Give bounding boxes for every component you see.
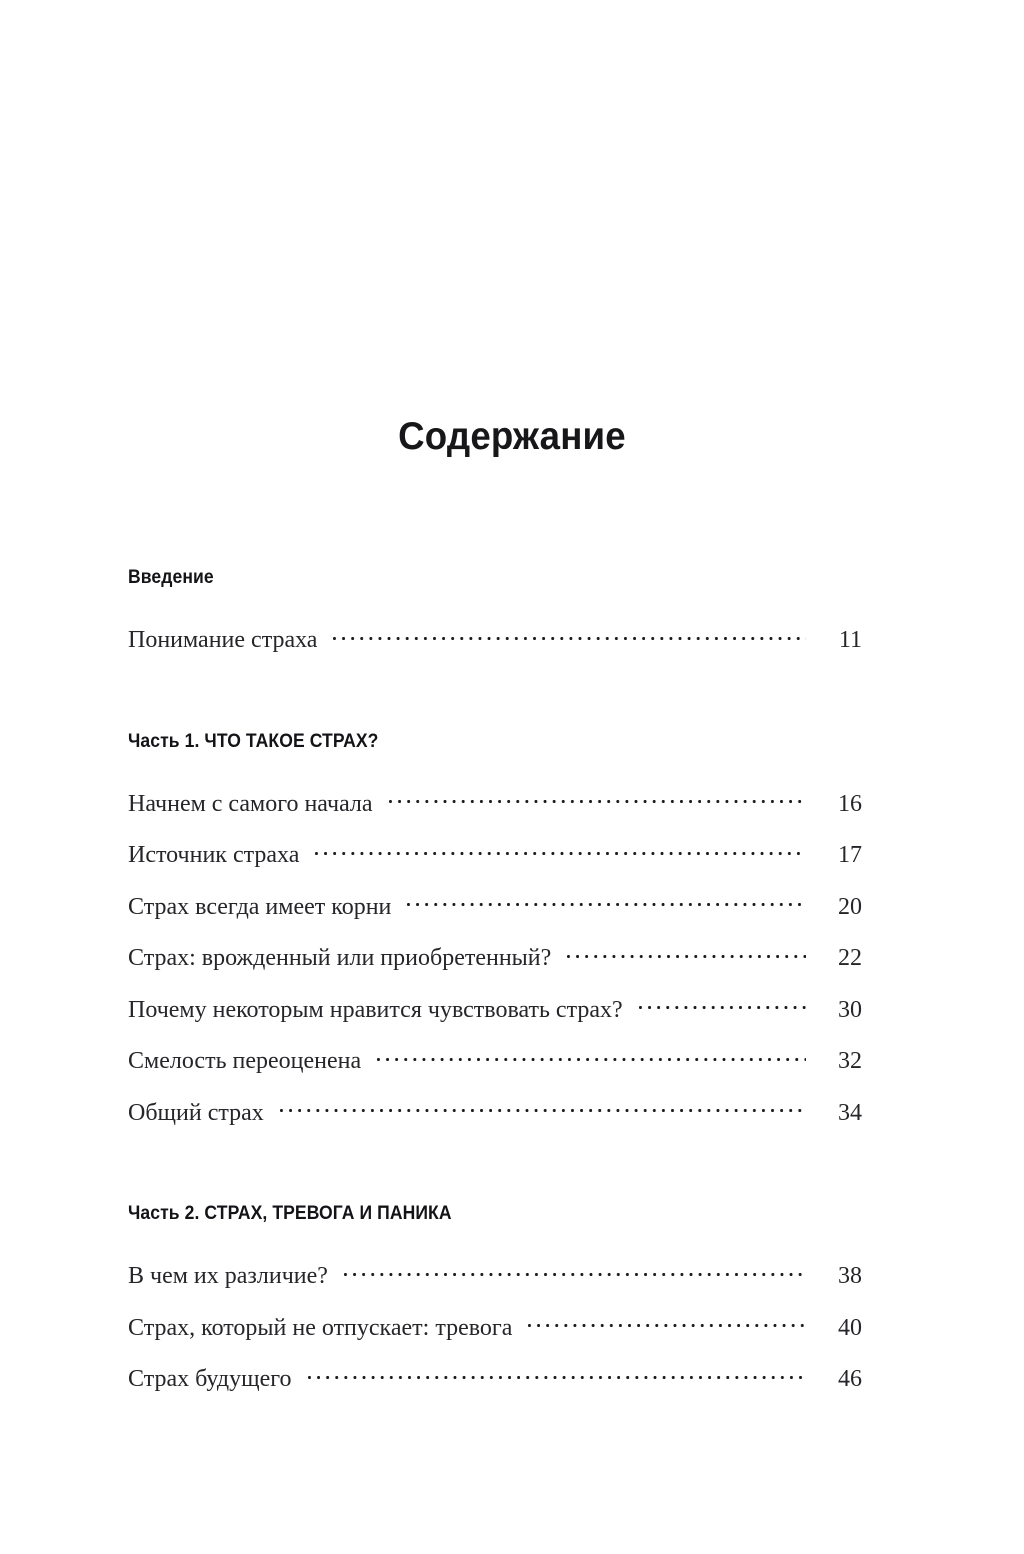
section-header: Часть 1. ЧТО ТАКОЕ СТРАХ? [128, 729, 379, 752]
dot-leader [333, 623, 806, 647]
dot-leader [567, 941, 806, 965]
toc-entry-label: Общий страх [128, 1099, 264, 1126]
toc-entry-page-number: 20 [838, 893, 862, 920]
entry-list [128, 1251, 862, 1406]
section-header: Введение [128, 566, 214, 588]
toc-entry[interactable] [128, 615, 862, 667]
toc-entry-page-number: 38 [838, 1263, 862, 1289]
entry-list [128, 779, 862, 1140]
toc-section [128, 565, 862, 667]
toc-entry[interactable] [128, 933, 862, 985]
toc-section [128, 729, 862, 1140]
section-header: Часть 2. СТРАХ, ТРЕВОГА И ПАНИКА [128, 1202, 452, 1224]
dot-leader [344, 1259, 806, 1283]
toc-entry-page-number: 17 [838, 842, 862, 868]
toc-entry-page-number: 46 [838, 1366, 862, 1392]
toc-entry-label: В чем их различие? [128, 1263, 328, 1289]
toc-entry-label: Страх будущего [128, 1366, 292, 1392]
entry-list [128, 615, 862, 667]
toc-entry-label: Смелость переоценена [128, 1048, 362, 1074]
toc-entry-label: Начнем с самого начала [128, 790, 373, 817]
dot-leader [639, 993, 806, 1017]
dot-leader [377, 1044, 806, 1068]
toc-entry-label: Страх: врожденный или приобретенный? [128, 945, 552, 971]
toc-entry-page-number: 11 [838, 627, 862, 653]
toc-entry-page-number: 32 [838, 1048, 862, 1074]
toc-entry[interactable] [128, 1251, 862, 1303]
dot-leader [315, 838, 806, 862]
toc-section [128, 1201, 862, 1406]
toc-entry-page-number: 16 [838, 790, 862, 817]
toc-entry-label: Понимание страха [128, 627, 318, 653]
toc-entry-label: Источник страха [128, 842, 300, 868]
dot-leader [308, 1362, 807, 1386]
toc-entry[interactable] [128, 1303, 862, 1355]
dot-leader [280, 1096, 806, 1120]
toc-entry-page-number: 40 [838, 1314, 862, 1341]
toc-entry-label: Страх всегда имеет корни [128, 893, 392, 920]
table-of-contents [128, 565, 862, 1406]
toc-entry-page-number: 30 [838, 996, 862, 1023]
toc-entry[interactable] [128, 779, 862, 831]
page-title: Содержание [398, 415, 626, 459]
toc-entry[interactable] [128, 882, 862, 934]
toc-entry[interactable] [128, 1088, 862, 1140]
toc-entry-label: Почему некоторым нравится чувствовать страх? [128, 996, 623, 1023]
dot-leader [528, 1311, 806, 1335]
toc-entry[interactable] [128, 830, 862, 882]
toc-entry[interactable] [128, 1354, 862, 1406]
toc-entry-page-number: 22 [838, 945, 862, 971]
toc-entry-label: Страх, который не отпускает: тревога [128, 1314, 513, 1341]
dot-leader [407, 890, 806, 914]
dot-leader [389, 787, 806, 811]
toc-entry[interactable] [128, 1036, 862, 1088]
toc-entry[interactable] [128, 985, 862, 1037]
toc-entry-page-number: 34 [838, 1099, 862, 1126]
